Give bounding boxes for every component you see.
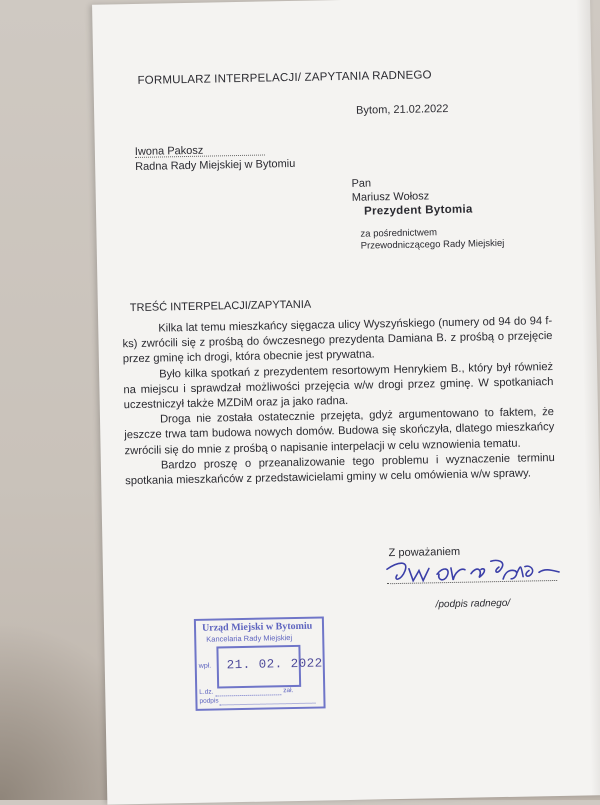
stamp-department: Kancelaria Rady Miejskiej	[206, 633, 293, 644]
sender-name: Iwona Pakosz	[134, 144, 204, 158]
recipient-title: Prezydent Bytomia	[363, 203, 473, 218]
stamp-received-date: 21. 02. 2022	[226, 656, 323, 673]
section-title: TREŚĆ INTERPELACJI/ZAPYTANIA	[129, 298, 312, 315]
recipient-salutation: Pan	[351, 177, 372, 190]
stamp-ldz-label: L.dz.	[199, 688, 214, 696]
form-title: FORMULARZ INTERPELACJI/ ZAPYTANIA RADNEGO	[137, 69, 432, 87]
body-paragraph: Bardzo proszę o przeanalizowanie tego problemu i wyznaczenie terminu spotkania mieszkańców z przedstawicielami gminy w celu omówienia w/w sprawy.	[125, 451, 555, 488]
stamp-office: Urząd Miejski w Bytomiu	[201, 620, 313, 634]
recipient-via-line1: za pośrednictwem	[360, 227, 438, 240]
closing-regards: Z poważaniem	[388, 545, 461, 560]
stamp-wpl-label: wpł.	[198, 662, 212, 670]
stamp-ldz-dotted-line	[215, 694, 281, 696]
recipient-name: Mariusz Wołosz	[351, 190, 430, 204]
interpellation-body	[122, 314, 555, 489]
body-paragraph: Było kilka spotkań z prezydentem resortowym Henrykiem B., który był również na miejscu i sprawdzał możliwości przejęcia w/w drogi przez gminę. W spotkaniach uczestniczył także MZDiM oraz ja jako radna.	[123, 360, 554, 412]
sender-function: Radna Rady Miejskiej w Bytomiu	[135, 157, 296, 173]
signature-caption: /podpis radnego/	[435, 597, 511, 611]
document-page	[92, 0, 600, 805]
date-place: Bytom, 21.02.2022	[356, 102, 449, 117]
stamp-zal-label: zał.	[283, 687, 294, 695]
page-edge-shading	[576, 0, 600, 795]
registry-stamp	[194, 616, 326, 710]
body-paragraph: Droga nie została ostatecznie przejęta, gdyż argumentowano to faktem, że jeszcze trwa tam budowa nowych domów. Budowa się skończyła, dlatego mieszkańcy zwrócili się do mnie z prośbą o napisanie interpelacji w celu wznowienia tematu.	[124, 406, 555, 457]
stamp-podpis-label: podpis	[199, 697, 219, 705]
body-paragraph: Kilka lat temu mieszkańcy sięgacza ulicy Wyszyńskiego (numery od 94 do 94 f-ks) zwrócili się z prośbą do ówczesnego prezydenta Damiana B. z prośbą o przejęcie przez gminę ich drogi, która obecnie jest prywatna.	[122, 315, 553, 366]
stamp-podpis-dotted-line	[220, 703, 316, 706]
recipient-via-line2: Przewodniczącego Rady Miejskiej	[360, 237, 505, 252]
